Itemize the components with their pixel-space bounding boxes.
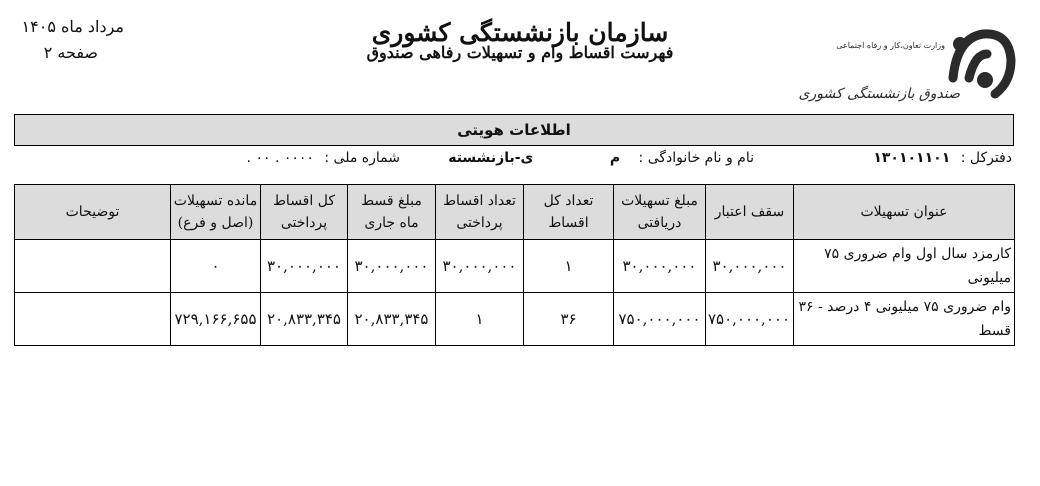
total-installments: ۳۶	[524, 293, 614, 346]
report-meta	[14, 14, 124, 66]
organization-logo	[798, 20, 1015, 110]
credit-ceiling: ۳۰,۰۰۰,۰۰۰	[706, 240, 794, 293]
page-title: سازمان بازنشستگی کشوری	[371, 18, 669, 47]
remaining-balance: ۷۲۹,۱۶۶,۶۵۵	[171, 293, 261, 346]
family-label: نام و نام خانوادگی :	[638, 150, 754, 166]
col-paid-installments: تعداد اقساط پرداختی	[436, 185, 524, 240]
paid-installments: ۱	[436, 293, 524, 346]
loan-title: کارمزد سال اول وام ضروری ۷۵ میلیونی	[794, 240, 1015, 293]
loan-title: وام ضروری ۷۵ میلیونی ۴ درصد - ۳۶ قسط	[794, 293, 1015, 346]
loan-installments-table	[14, 184, 1015, 346]
total-paid: ۳۰,۰۰۰,۰۰۰	[261, 240, 348, 293]
col-current-installment: مبلغ قسط ماه جاری	[348, 185, 436, 240]
current-installment: ۳۰,۰۰۰,۰۰۰	[348, 240, 436, 293]
received-amount: ۳۰,۰۰۰,۰۰۰	[614, 240, 706, 293]
col-notes: توضیحات	[15, 185, 171, 240]
credit-ceiling: ۷۵۰,۰۰۰,۰۰۰	[706, 293, 794, 346]
ledger-field	[873, 150, 1012, 166]
col-remaining-balance: مانده تسهیلات (اصل و فرع)	[171, 185, 261, 240]
logo-emblem-icon	[953, 34, 1011, 94]
notes	[15, 240, 171, 293]
col-total-paid: کل اقساط پرداختی	[261, 185, 348, 240]
notes	[15, 293, 171, 346]
title-block	[330, 18, 710, 62]
total-installments: ۱	[524, 240, 614, 293]
logo-bottom-text: صندوق بازنشستگی کشوری	[798, 86, 960, 102]
col-loan-title: عنوان تسهیلات	[794, 185, 1015, 240]
current-installment: ۲۰,۸۳۳,۳۴۵	[348, 293, 436, 346]
page-number: صفحه ۲	[43, 43, 98, 62]
table-row	[15, 240, 1015, 293]
family-value: م	[609, 150, 621, 166]
col-received-amount: مبلغ تسهیلات دریافتی	[614, 185, 706, 240]
ledger-value: ۱۳۰۱۰۱۱۰۱	[873, 150, 951, 166]
ledger-label: دفترکل :	[960, 150, 1012, 166]
col-credit-ceiling: سقف اعتبار	[706, 185, 794, 240]
national-id-label: شماره ملی :	[324, 150, 400, 166]
paid-installments: ۳۰,۰۰۰,۰۰۰	[436, 240, 524, 293]
table-row	[15, 293, 1015, 346]
logo-top-text: وزارت تعاون،کار و رفاه اجتماعی	[836, 41, 945, 50]
national-id-field	[247, 150, 400, 166]
received-amount: ۷۵۰,۰۰۰,۰۰۰	[614, 293, 706, 346]
family-field	[448, 150, 754, 166]
page-subtitle: فهرست اقساط وام و تسهیلات رفاهی صندوق	[366, 43, 674, 62]
retirement-status: ی-بازنشسته	[448, 150, 534, 166]
table-header-row	[15, 185, 1015, 240]
report-date: مرداد ماه ۱۴۰۵	[21, 17, 124, 36]
total-paid: ۲۰,۸۳۳,۳۴۵	[261, 293, 348, 346]
col-total-installments: تعداد کل اقساط	[524, 185, 614, 240]
remaining-balance: ۰	[171, 240, 261, 293]
national-id-value: ۰۰۰۰ . ۰۰ .	[246, 150, 314, 166]
identity-section-header: اطلاعات هویتی	[14, 114, 1014, 146]
identity-info-row	[14, 150, 1012, 176]
